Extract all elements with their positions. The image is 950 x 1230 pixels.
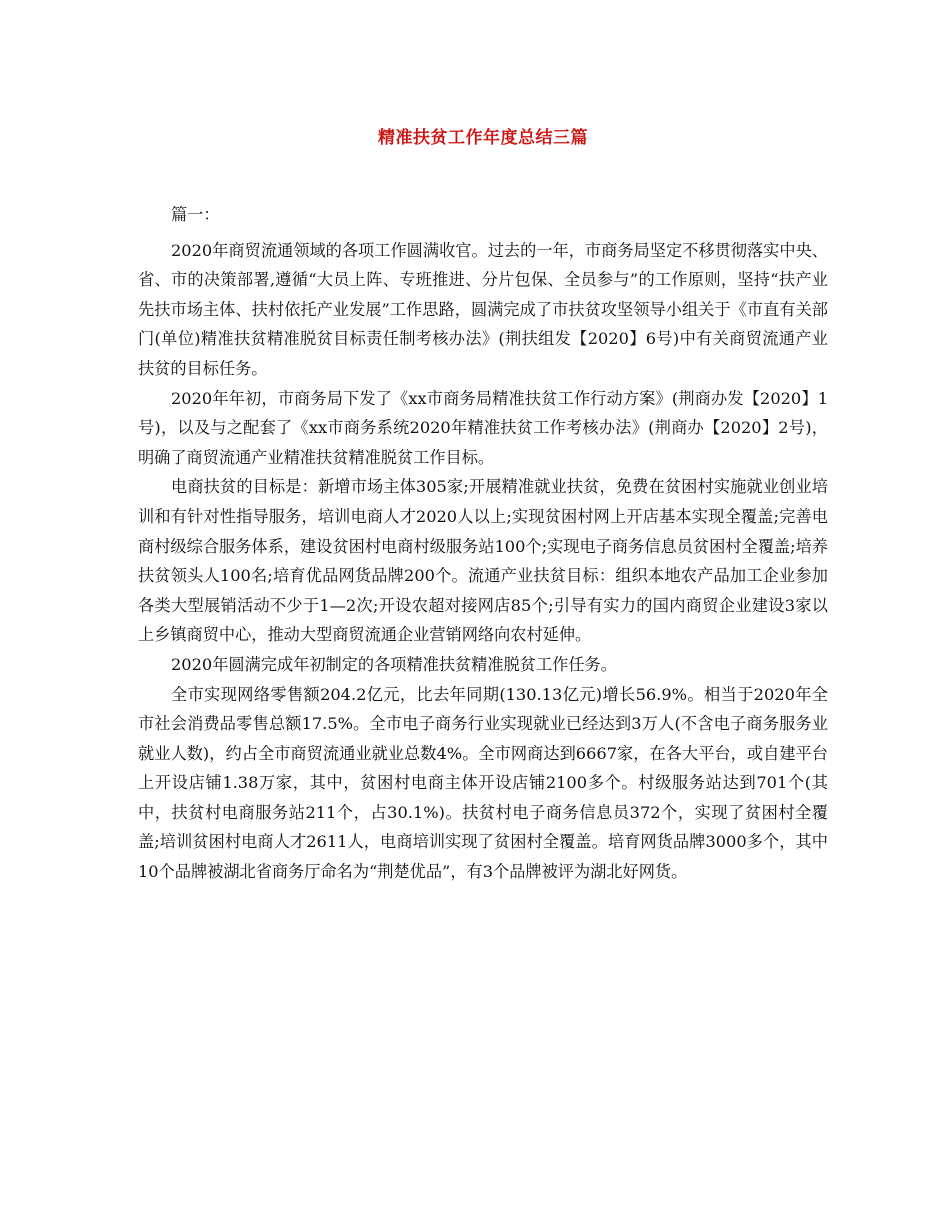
paragraph-intro: 2020年商贸流通领域的各项工作圆满收官。过去的一年，市商务局坚定不移贯彻落实中央、省、市的决策部署,遵循“大员上阵、专班推进、分片包保、全员参与”的工作原则，坚持“扶产业先扶市场主体、扶村依托产业发展”工作思路，圆满完成了市扶贫攻坚领导小组关于《市直有关部门(单位)精准扶贫精准脱贫目标责任制考核办法》(荆扶组发【2020】6号)中有关商贸流通产业扶贫的目标任务。	[138, 240, 828, 378]
paragraph-plan: 2020年年初，市商务局下发了《xx市商务局精准扶贫工作行动方案》(荆商办发【2020】1号)，以及与之配套了《xx市商务系统2020年精准扶贫工作考核办法》(荆商办【2020】2号)，明确了商贸流通产业精准扶贫精准脱贫工作目标。	[138, 388, 828, 467]
document-body	[138, 200, 828, 887]
paragraph-completion: 2020年圆满完成年初制定的各项精准扶贫精准脱贫工作任务。	[171, 654, 617, 674]
section-heading: 篇一：	[171, 205, 220, 224]
paragraph-results: 全市实现网络零售额204.2亿元，比去年同期(130.13亿元)增长56.9%。相当于2020年全市社会消费品零售总额17.5%。全市电子商务行业实现就业已经达到3万人(不含电子商务服务业就业人数)，约占全市商贸流通业就业总数4%。全市网商达到6667家，在各大平台，或自建平台上开设店铺1.38万家，其中，贫困村电商主体开设店铺2100多个。村级服务站达到701个(其中，扶贫村电商服务站211个，占30.1%)。扶贫村电子商务信息员372个，实现了贫困村全覆盖;培训贫困村电商人才2611人，电商培训实现了贫困村全覆盖。培育网货品牌3000多个，其中10个品牌被湖北省商务厅命名为“荆楚优品”，有3个品牌被评为湖北好网货。	[138, 684, 828, 882]
document-page	[138, 120, 828, 887]
document-title: 精准扶贫工作年度总结三篇	[378, 128, 588, 148]
paragraph-ecommerce-goals: 电商扶贫的目标是：新增市场主体305家;开展精准就业扶贫，免费在贫困村实施就业创业培训和有针对性指导服务，培训电商人才2020人以上;实现贫困村网上开店基本实现全覆盖;完善电商村级综合服务体系，建设贫困村电商村级服务站100个;实现电子商务信息员贫困村全覆盖;培养扶贫领头人100名;培育优品网货品牌200个。流通产业扶贫目标：组织本地农产品加工企业参加各类大型展销活动不少于1—2次;开设农超对接网店85个;引导有实力的国内商贸企业建设3家以上乡镇商贸中心，推动大型商贸流通企业营销网络向农村延伸。	[138, 477, 828, 645]
